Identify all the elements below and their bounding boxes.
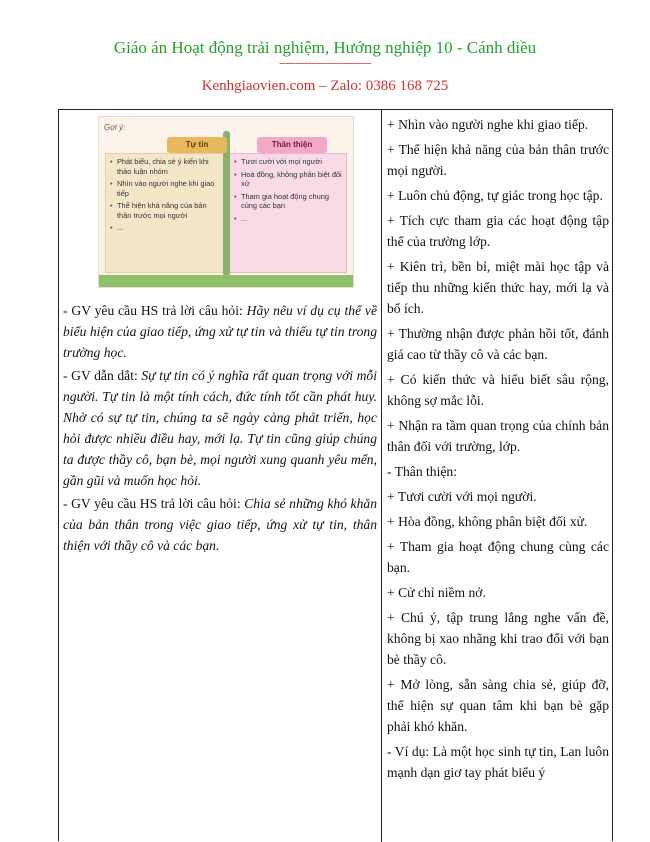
lesson-table [58,109,613,841]
hint-figure [98,116,354,288]
answer-line: + Tươi cười với mọi người. [387,489,537,504]
figure-tab-confidence: Tự tin [167,137,227,153]
right-column-text [387,114,609,787]
answer-line: + Có kiến thức và hiểu biết sâu rộng, không sợ mắc lỗi. [387,372,609,408]
paragraph-question-2 [63,493,377,556]
figure-right-list [230,154,346,223]
left-column [59,110,381,841]
paragraph-italic: Hãy nêu ví dụ cụ thể về biểu hiện của giao tiếp, ứng xử tự tin và thiếu tự tin trong trường học. [63,303,377,360]
paragraph-question-1 [63,300,377,363]
paragraph-italic: Chia sẻ những khó khăn của bản thân trong việc giao tiếp, ứng xử tự tin, thân thiện với thầy cô và các bạn. [63,496,377,553]
paragraph-prefix: - GV yêu cầu HS trả lời câu hỏi: [63,303,247,318]
answer-line: + Nhận ra tầm quan trọng của chính bản thân đối với trường, lớp. [387,418,609,454]
answer-line: + Thể hiện khả năng của bản thân trước mọi người. [387,142,609,178]
paragraph-italic: Sự tự tin có ý nghĩa rất quan trọng với mỗi người. Tự tin là một tính cách, đức tính tốt cần phát huy. Nhờ có sự tự tin, chúng ta sẽ ngày càng phát triển, học hỏi được nhiều điều hay, mới lạ. Tự tin cũng giúp chúng ta được thầy cô, bạn bè, mọi người xung quanh yêu mến, gần gũi và muốn học hỏi. [63,368,377,488]
figure-right-item: • Tham gia hoạt động chung cùng các bạn [234,192,342,211]
answer-line: + Luôn chủ động, tự giác trong học tập. [387,188,603,203]
paragraph-prefix: - GV yêu cầu HS trả lời câu hỏi: [63,496,245,511]
answer-line: + Kiên trì, bền bỉ, miệt mài học tập và tiếp thu những kiến thức hay, mới lạ và bổ ích. [387,259,609,316]
paragraph-lead-in [63,365,377,491]
answer-line: + Mở lòng, sẵn sàng chia sẻ, giúp đỡ, thể hiện sự quan tâm khi bạn bè gặp phải khó khăn. [387,677,609,734]
answer-line: + Tham gia hoạt động chung cùng các bạn. [387,539,609,575]
figure-left-item: • Nhìn vào người nghe khi giao tiếp [110,179,220,198]
answer-line: + Hòa đồng, không phân biệt đối xử. [387,514,588,529]
figure-left-list [106,154,224,233]
answer-heading: - Thân thiện: [387,464,457,479]
figure-right-item: • Hoà đồng, không phân biệt đối xử [234,170,342,189]
left-column-text [63,300,377,558]
figure-grass-strip [99,275,353,287]
figure-tab-friendly: Thân thiện [257,137,327,153]
answer-line: + Tích cực tham gia các hoạt động tập thể của trường lớp. [387,213,609,249]
figure-left-item: • Thể hiện khả năng của bản thân trước mọi người [110,201,220,220]
paragraph-prefix: - GV dẫn dắt: [63,368,142,383]
answer-line: + Chú ý, tập trung lắng nghe vấn đề, không bị xao nhãng khi trao đổi với bạn bè thầy cô. [387,610,609,667]
figure-left-item: • Phát biểu, chia sẻ ý kiến khi thảo luận nhóm [110,157,220,176]
figure-left-box [105,153,225,273]
page-header-subtitle: Kenhgiaovien.com – Zalo: 0386 168 725 [201,78,449,94]
header-divider: ----------------------------- [279,57,371,69]
answer-line: + Cử chỉ niềm nở. [387,585,486,600]
answer-line: + Thường nhận được phản hồi tốt, đánh giá cao từ thầy cô và các bạn. [387,326,609,362]
figure-hint-label: Gợi ý: [104,123,126,132]
figure-right-item: • Tươi cười với mọi người [234,157,342,167]
figure-right-box [229,153,347,273]
figure-right-item: • ... [234,214,342,224]
page-header-title: Giáo án Hoạt động trải nghiệm, Hướng nghiệp 10 - Cánh diều [113,38,537,57]
answer-example: - Ví dụ: Là một học sinh tự tin, Lan luôn mạnh dạn giơ tay phát biểu ý [387,744,609,780]
answer-line: + Nhìn vào người nghe khi giao tiếp. [387,117,589,132]
right-column [382,110,613,841]
figure-left-item: • ... [110,223,220,233]
